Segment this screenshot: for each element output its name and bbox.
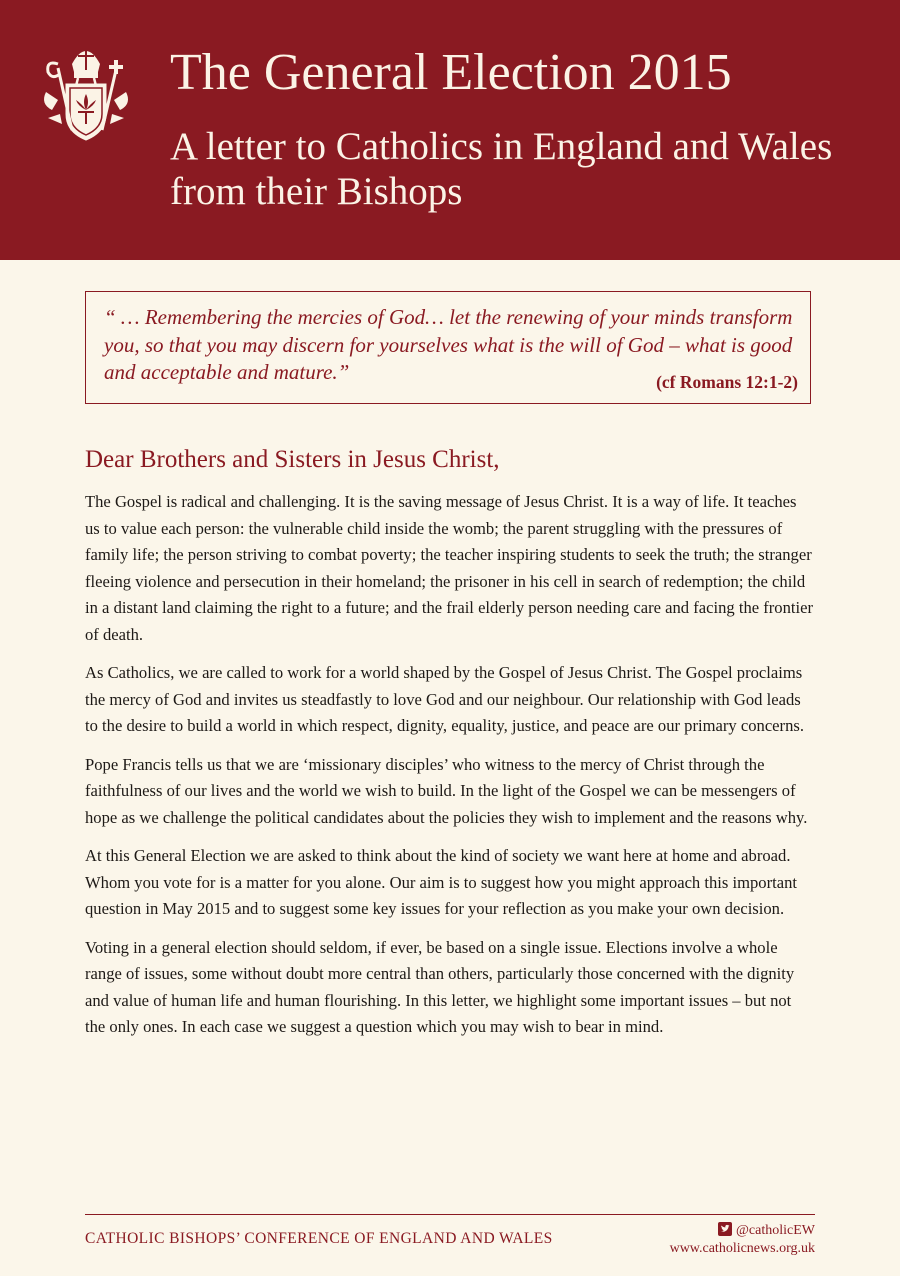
footer-divider: [85, 1214, 815, 1215]
letter-paragraph: Voting in a general election should seldom, if ever, be based on a single issue. Elections involve a whole range of issues, some without doubt more central than others, particularly those concerned with the dignity and value of human life and human flourishing. In this letter, we highlight some important issues – but not the only ones. In each case we suggest a question which you may wish to bear in mind.: [85, 937, 795, 1036]
scripture-quote-box: [85, 291, 811, 404]
footer-contact: [670, 1222, 815, 1258]
twitter-icon: [718, 1222, 732, 1236]
scripture-reference: (cf Romans 12:1-2): [656, 372, 798, 392]
letter-paragraph: At this General Election we are asked to think about the kind of society we want here at home and abroad. Whom you vote for is a matter for you alone. Our aim is to suggest how you might approach this important question in May 2015 and to suggest some key issues for your reflection as you make your own decision.: [85, 846, 798, 918]
page-subtitle: A letter to Catholics in England and Wales from their Bishops: [170, 125, 833, 213]
scripture-quote-text: “ … Remembering the mercies of God… let the renewing of your minds transform you, so that you may discern for yourselves what is the will of God – what is good and acceptable and mature.”: [104, 305, 793, 384]
website-link[interactable]: www.catholicnews.org.uk: [669, 1241, 815, 1256]
letter-paragraph: Pope Francis tells us that we are ‘missionary disciples’ who witness to the mercy of Christ through the faithfulness of our lives and the world we wish to build. In the light of the Gospel we can be messengers of hope as we challenge the political candidates about the policies they wish to implement and the reasons why.: [85, 754, 808, 827]
bishops-conference-crest-icon: [32, 34, 140, 146]
twitter-handle-link[interactable]: @catholicEW: [736, 1223, 815, 1238]
page-title: The General Election 2015: [170, 44, 732, 101]
letter-body: [85, 489, 815, 1053]
letter-paragraph: As Catholics, we are called to work for a world shaped by the Gospel of Jesus Christ. The Gospel proclaims the mercy of God and invites us steadfastly to love God and our neighbour. Our relationship with God leads to the desire to build a world in which respect, dignity, equality, justice, and peace are our primary concerns.: [85, 663, 804, 735]
header-banner: [0, 0, 900, 260]
letter-salutation: Dear Brothers and Sisters in Jesus Christ,: [85, 446, 500, 473]
footer-organisation: CATHOLIC BISHOPS’ CONFERENCE OF ENGLAND AND WALES: [85, 1230, 553, 1247]
letter-paragraph: The Gospel is radical and challenging. It is the saving message of Jesus Christ. It is a way of life. It teaches us to value each person: the vulnerable child inside the womb; the parent struggling with the pressures of family life; the person striving to combat poverty; the teacher inspiring students to seek the truth; the stranger fleeing violence and persecution in their homeland; the prisoner in his cell in search of redemption; the child in a distant land claiming the right to a future; and the frail elderly person needing care and facing the frontier of death.: [85, 492, 814, 644]
